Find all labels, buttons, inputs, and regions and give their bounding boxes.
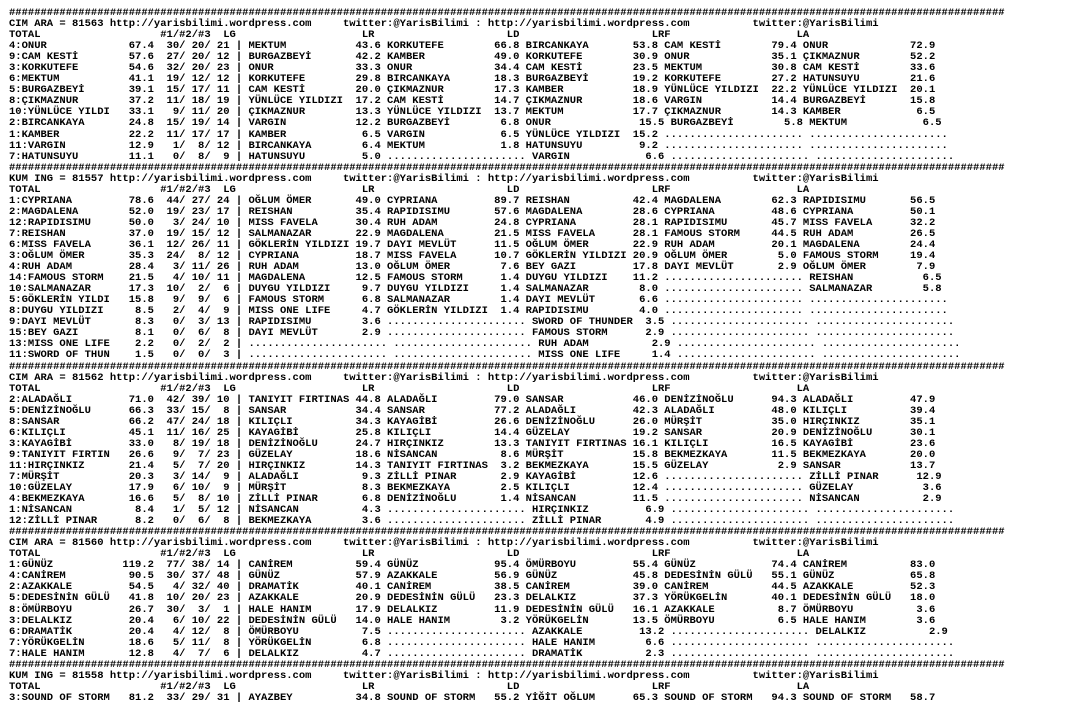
text-line: TOTAL #1/#2/#3 LG LR LD LRF LA <box>9 29 810 42</box>
text-line: TOTAL #1/#2/#3 LG LR LD LRF LA <box>9 183 810 196</box>
text-line: 6:KILIÇLI 45.1 11/ 16/ 25 | KAYAGİBİ 25.8 KILIÇLI 14.4 GÜZELAY 19.2 SANSAR 20.9 DENİZİNOĞLU 30.1 <box>9 426 936 439</box>
text-line: 7:HATUNSUYU 11.1 0/ 8/ 9 | HATUNSUYU 5.0 ...................... VARGIN 6.6 ...................... ...................... <box>9 150 955 163</box>
text-line: 6:MEKTUM 41.1 19/ 12/ 12 | KORKUTEFE 29.8 BIRCANKAYA 18.3 BURGAZBEYİ 19.2 KORKUTEFE 27.2 HATUNSUYU 21.6 <box>9 73 936 86</box>
separator-line: ############################################################################################################################################################## <box>9 161 1005 174</box>
text-line: 10:YÜNLÜCE YILDI 33.1 9/ 11/ 20 | ÇIKMAZNUR 13.3 YÜNLÜCE YILDIZI 13.7 MEKTUM 17.7 ÇIKMAZNUR 14.3 KAMBER 6.5 <box>9 106 936 119</box>
text-line: 3:OĞLUM ÖMER 35.3 24/ 8/ 12 | CYPRIANA 18.7 MISS FAVELA 10.7 GÖKLERİN YILDIZI 20.9 OĞLUM ÖMER 5.0 FAMOUS STORM 19.4 <box>9 250 936 263</box>
text-line: 12:RAPIDISIMU 50.0 3/ 24/ 10 | MISS FAVELA 30.4 RUH ADAM 24.8 CYPRIANA 28.1 RAPIDISIMU 45.7 MISS FAVELA 32.2 <box>9 216 936 229</box>
text-line: KUM ING = 81557 http://yarisbilimi.wordpress.com twitter:@YarisBilimi : http://yarisbilimi.wordpress.com twitter:@YarisBilimi <box>9 172 879 185</box>
text-line: 5:GÖKLERİN YILDI 15.8 9/ 9/ 6 | FAMOUS STORM 6.8 SALMANAZAR 1.4 DAYI MEVLÜT 6.6 ...................... ...................... <box>9 294 948 307</box>
separator-line: ############################################################################################################################################################## <box>9 658 1005 671</box>
text-line: 5:BURGAZBEYİ 39.1 15/ 17/ 11 | CAM KESTİ 20.0 ÇIKMAZNUR 17.3 KAMBER 18.9 YÜNLÜCE YILDIZI 22.2 YÜNLÜCE YILDIZI 20.1 <box>9 84 936 97</box>
text-line: 4:BEKMEZKAYA 16.6 5/ 8/ 10 | ZİLLİ PINAR 6.8 DENİZİNOĞLU 1.4 NİSANCAN 11.5 ...................... NİSANCAN 2.9 <box>9 493 942 506</box>
text-line: 12:ZİLLİ PINAR 8.2 0/ 6/ 8 | BEKMEZKAYA 3.6 ...................... ZİLLİ PINAR 4.9 ...................... ...................... <box>9 515 955 528</box>
text-line: TOTAL #1/#2/#3 LG LR LD LRF LA <box>9 548 810 561</box>
text-line: 11:VARGIN 12.9 1/ 8/ 12 | BIRCANKAYA 6.4 MEKTUM 1.8 HATUNSUYU 9.2 ...................... ...................... <box>9 139 948 152</box>
text-line: KUM ING = 81558 http://yarisbilimi.wordpress.com twitter:@YarisBilimi : http://yarisbilimi.wordpress.com twitter:@YarisBilimi <box>9 669 879 682</box>
text-line: CIM ARA = 81560 http://yarisbilimi.wordpress.com twitter:@YarisBilimi : http://yarisbilimi.wordpress.com twitter:@YarisBilimi <box>9 537 879 550</box>
text-line: 2:ALADAĞLI 71.0 42/ 39/ 10 | TANIYIT FIRTINAS 44.8 ALADAĞLI 79.0 SANSAR 46.0 DENİZİNOĞLU 94.3 ALADAĞLI 47.9 <box>9 393 936 406</box>
text-line: 4:RUH ADAM 28.4 3/ 11/ 26 | RUH ADAM 13.0 OĞLUM ÖMER 7.6 BEY GAZI 17.8 DAYI MEVLÜT 2.9 OĞLUM ÖMER 7.9 <box>9 261 936 274</box>
text-line: TOTAL #1/#2/#3 LG LR LD LRF LA <box>9 680 810 693</box>
text-line: 8:SANSAR 66.2 47/ 24/ 18 | KILIÇLI 34.3 KAYAGİBİ 26.6 DENİZİNOĞLU 26.0 MÜRŞİT 35.0 HIRÇINKIZ 35.1 <box>9 415 936 428</box>
text-line: CIM ARA = 81563 http://yarisbilimi.wordpress.com twitter:@YarisBilimi : http://yarisbilimi.wordpress.com twitter:@YarisBilimi <box>9 18 879 31</box>
text-line: 7:MÜRŞİT 20.3 3/ 14/ 9 | ALADAĞLI 9.3 ZİLLİ PINAR 2.9 KAYAGİBİ 12.6 ...................... ZİLLİ PINAR 12.9 <box>9 470 942 483</box>
text-line: 6:MISS FAVELA 36.1 12/ 26/ 11 | GÖKLERİN YILDIZI 19.7 DAYI MEVLÜT 11.5 OĞLUM ÖMER 22.9 RUH ADAM 20.1 MAGDALENA 24.4 <box>9 238 936 251</box>
text-line: CIM ARA = 81562 http://yarisbilimi.wordpress.com twitter:@YarisBilimi : http://yarisbilimi.wordpress.com twitter:@YarisBilimi <box>9 371 879 384</box>
separator-line: ############################################################################################################################################################## <box>9 7 1005 19</box>
text-line: 6:DRAMATİK 20.4 4/ 12/ 8 | ÖMÜRBOYU 7.5 ...................... AZAKKALE 13.2 ...................... DELALKIZ 2.9 <box>9 625 948 638</box>
text-line: 3:KAYAGİBİ 33.0 8/ 19/ 18 | DENİZİNOĞLU 24.7 HIRÇINKIZ 13.3 TANIYIT FIRTINAS 16.1 KILIÇLI 16.5 KAYAGİBİ 23.6 <box>9 437 936 450</box>
text-line: 2:BIRCANKAYA 24.8 15/ 19/ 14 | VARGIN 12.2 BURGAZBEYİ 6.8 ONUR 15.5 BURGAZBEYİ 5.8 MEKTUM 6.5 <box>9 117 942 130</box>
text-line: 1:CYPRIANA 78.6 44/ 27/ 24 | OĞLUM ÖMER 49.0 CYPRIANA 89.7 REISHAN 42.4 MAGDALENA 62.3 RAPIDISIMU 56.5 <box>9 194 936 207</box>
text-line: 9:TANIYIT FIRTIN 26.6 9/ 7/ 23 | GÜZELAY 18.6 NİSANCAN 8.6 MÜRŞİT 15.8 BEKMEZKAYA 11.5 BEKMEZKAYA 20.0 <box>9 448 936 461</box>
text-line: 15:BEY GAZI 8.1 0/ 6/ 8 | DAYI MEVLÜT 2.9 ...................... FAMOUS STORM 2.9 ...................... ...................... <box>9 327 955 340</box>
separator-line: ############################################################################################################################################################## <box>9 360 1005 373</box>
text-line: 1:NİSANCAN 8.4 1/ 5/ 12 | NİSANCAN 4.3 ...................... HIRÇINKIZ 6.9 ...................... ...................... <box>9 504 955 517</box>
text-line: 5:DENİZİNOĞLU 66.3 33/ 15/ 8 | SANSAR 34.4 SANSAR 77.2 ALADAĞLI 42.3 ALADAĞLI 48.0 KILIÇLI 39.4 <box>9 404 936 417</box>
text-line: 3:DELALKIZ 20.4 6/ 10/ 22 | DEDESİNİN GÜLÜ 14.0 HALE HANIM 3.2 YÖRÜKGELİN 13.5 ÖMÜRBOYU 6.5 HALE HANIM 3.6 <box>9 614 936 627</box>
text-line: 4:ONUR 67.4 30/ 20/ 21 | MEKTUM 43.6 KORKUTEFE 66.8 BIRCANKAYA 53.8 CAM KESTİ 79.4 ONUR 72.9 <box>9 40 936 53</box>
text-line: 9:CAM KESTİ 57.6 27/ 20/ 12 | BURGAZBEYİ 42.2 KAMBER 49.0 KORKUTEFE 30.9 ONUR 35.1 ÇIKMAZNUR 52.2 <box>9 51 936 64</box>
text-line: 8:ÖMÜRBOYU 26.7 30/ 3/ 1 | HALE HANIM 17.9 DELALKIZ 11.9 DEDESİNİN GÜLÜ 16.1 AZAKKALE 8.7 ÖMÜRBOYU 3.6 <box>9 603 936 616</box>
text-line: 1:KAMBER 22.2 11/ 17/ 17 | KAMBER 6.5 VARGIN 6.5 YÜNLÜCE YILDIZI 15.2 ...................... ...................... <box>9 128 948 141</box>
text-line: 11:HIRÇINKIZ 21.4 5/ 7/ 20 | HIRÇINKIZ 14.3 TANIYIT FIRTINAS 3.2 BEKMEZKAYA 15.5 GÜZELAY 2.9 SANSAR 13.7 <box>9 459 936 472</box>
text-line: 2:MAGDALENA 52.0 19/ 23/ 17 | REISHAN 35.4 RAPIDISIMU 57.6 MAGDALENA 28.6 CYPRIANA 48.6 CYPRIANA 50.1 <box>9 205 936 218</box>
text-line: 10:GÜZELAY 17.9 6/ 10/ 9 | MÜRŞİT 8.3 BEKMEZKAYA 2.5 KILIÇLI 12.4 ...................... GÜZELAY 3.6 <box>9 482 942 495</box>
text-line: 10:SALMANAZAR 17.3 10/ 2/ 6 | DUYGU YILDIZI 9.7 DUYGU YILDIZI 1.4 SALMANAZAR 8.0 ...................... SALMANAZAR 5.8 <box>9 283 942 296</box>
text-line: TOTAL #1/#2/#3 LG LR LD LRF LA <box>9 382 810 395</box>
text-line: 8:DUYGU YILDIZI 8.5 2/ 4/ 9 | MISS ONE LIFE 4.7 GÖKLERİN YILDIZI 1.4 RAPIDISIMU 4.0 ...................... ...................... <box>9 305 948 318</box>
text-line: 7:REISHAN 37.0 19/ 15/ 12 | SALMANAZAR 22.9 MAGDALENA 21.5 MISS FAVELA 28.1 FAMOUS STORM 44.5 RUH ADAM 26.5 <box>9 227 936 240</box>
text-line: 2:AZAKKALE 54.5 4/ 32/ 40 | DRAMATİK 40.1 CANİREM 38.5 CANİREM 39.0 CANİREM 44.5 AZAKKALE 52.3 <box>9 581 936 594</box>
text-line: 9:DAYI MEVLÜT 8.3 0/ 3/ 13 | RAPIDISIMU 3.6 ...................... SWORD OF THUNDER 3.5 ...................... ...................... <box>9 316 955 329</box>
text-line: 5:DEDESİNİN GÜLÜ 41.8 10/ 20/ 23 | AZAKKALE 20.9 DEDESİNİN GÜLÜ 23.3 DELALKIZ 37.3 YÖRÜKGELİN 40.1 DEDESİNİN GÜLÜ 18.0 <box>9 592 936 605</box>
text-line: 14:FAMOUS STORM 21.5 4/ 10/ 11 | MAGDALENA 12.5 FAMOUS STORM 1.4 DUYGU YILDIZI 11.2 ...................... REISHAN 6.5 <box>9 272 942 285</box>
text-line: 4:CANİREM 90.5 30/ 37/ 48 | GÜNÜZ 57.9 AZAKKALE 56.9 GÜNÜZ 45.8 DEDESİNİN GÜLÜ 55.1 GÜNÜZ 65.8 <box>9 570 936 583</box>
text-line: 7:HALE HANIM 12.8 4/ 7/ 6 | DELALKIZ 4.7 ...................... DRAMATİK 2.3 ...................... ...................... <box>9 647 955 660</box>
separator-line: ############################################################################################################################################################## <box>9 526 1005 539</box>
text-line: 3:KORKUTEFE 54.6 32/ 20/ 23 | ONUR 33.3 ONUR 34.4 CAM KESTİ 23.5 MEKTUM 30.8 CAM KESTİ 33.6 <box>9 62 936 75</box>
text-line: 7:YÖRÜKGELİN 18.6 5/ 11/ 8 | YÖRÜKGELİN 6.8 ...................... HALE HANIM 6.6 ...................... ...................... <box>9 636 955 649</box>
text-line: 8:ÇIKMAZNUR 37.2 11/ 18/ 19 | YÜNLÜCE YILDIZI 17.2 CAM KESTİ 14.7 ÇIKMAZNUR 18.6 VARGIN 14.4 BURGAZBEYİ 15.8 <box>9 95 936 108</box>
text-line: 11:SWORD OF THUN 1.5 0/ 0/ 3 | ...................... ...................... MISS ONE LIFE 1.4 ...................... ...................... <box>9 349 961 362</box>
text-line: 13:MISS ONE LIFE 2.2 0/ 2/ 2 | ...................... ...................... RUH ADAM 2.9 ...................... ...................... <box>9 338 961 351</box>
text-line: 1:GÜNÜZ 119.2 77/ 38/ 14 | CANİREM 59.4 GÜNÜZ 95.4 ÖMÜRBOYU 55.4 GÜNÜZ 74.4 CANİREM 83.0 <box>9 559 936 572</box>
text-line: 3:SOUND OF STORM 81.2 33/ 29/ 31 | AYAZBEY 34.8 SOUND OF STORM 55.2 YİĞİT OĞLUM 65.3 SOUND OF STORM 94.3 SOUND OF STORM 58.7 <box>9 691 936 704</box>
